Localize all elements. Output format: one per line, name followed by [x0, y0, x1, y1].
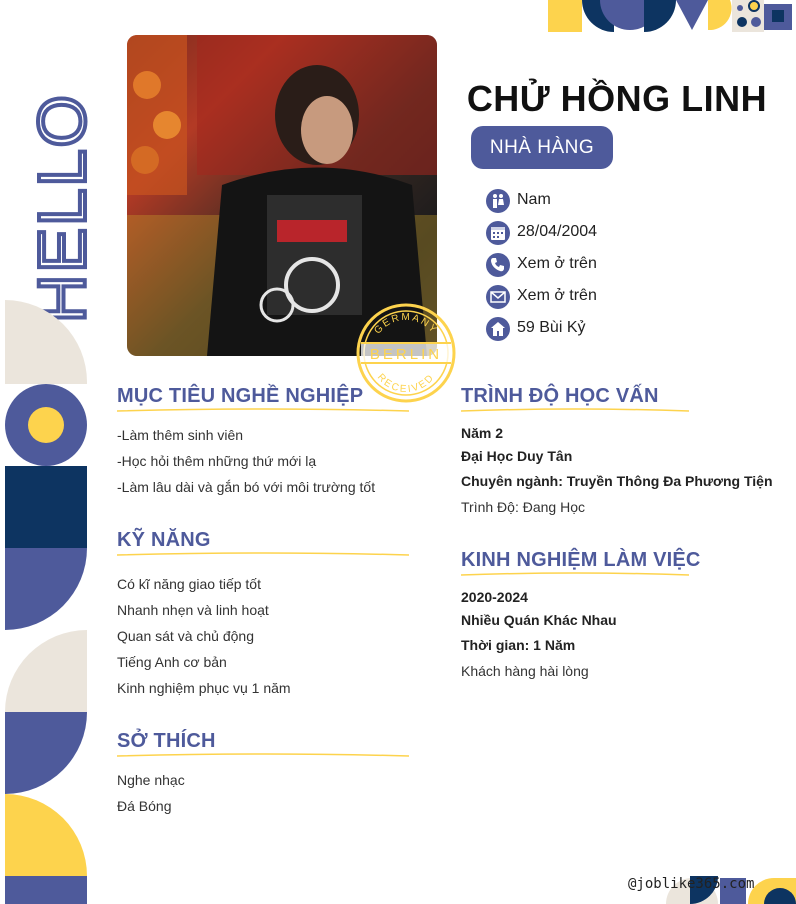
- objective-underline: [117, 407, 409, 413]
- email-text: Xem ở trên: [517, 287, 597, 304]
- calendar-icon: [486, 221, 510, 245]
- experience-desc: Khách hàng hài lòng: [461, 663, 589, 679]
- hobbies-underline: [117, 752, 409, 758]
- svg-text:RECEIVED: [375, 372, 437, 395]
- gender-icon: [486, 189, 510, 213]
- education-major: Chuyên ngành: Truyền Thông Đa Phương Tiện: [461, 473, 773, 489]
- education-heading: TRÌNH ĐỘ HỌC VẤN: [461, 385, 659, 407]
- skill-item: Quan sát và chủ động: [117, 628, 254, 644]
- phone-text: Xem ở trên: [517, 255, 597, 272]
- position-badge: NHÀ HÀNG: [471, 126, 613, 169]
- experience-heading: KINH NGHIỆM LÀM VIỆC: [461, 549, 701, 571]
- stamp-mid-text: BERLIN: [369, 346, 443, 363]
- hobbies-heading: SỞ THÍCH: [117, 730, 216, 752]
- dob-text: 28/04/2004: [517, 223, 598, 240]
- skills-heading: KỸ NĂNG: [117, 529, 211, 551]
- hello-text: HELLO: [25, 93, 100, 323]
- gender-text: Nam: [517, 191, 551, 208]
- top-decoration: [548, 0, 796, 32]
- address-text: 59 Bùi Kỷ: [517, 319, 586, 336]
- experience-period: 2020-2024: [461, 589, 528, 605]
- experience-underline: [461, 571, 689, 577]
- hobby-item: Đá Bóng: [117, 798, 172, 814]
- objective-heading: MỤC TIÊU NGHỀ NGHIỆP: [117, 385, 364, 407]
- experience-company: Nhiều Quán Khác Nhau: [461, 612, 617, 628]
- skill-item: Tiếng Anh cơ bản: [117, 654, 227, 670]
- left-decoration: [5, 300, 87, 904]
- info-dob: [486, 220, 746, 246]
- hello-vertical-text: [8, 58, 113, 323]
- home-icon: [486, 317, 510, 341]
- info-email: [486, 284, 746, 310]
- skill-item: Có kĩ năng giao tiếp tốt: [117, 576, 261, 592]
- skills-underline: [117, 551, 409, 557]
- skill-item: Nhanh nhẹn và linh hoạt: [117, 602, 269, 618]
- education-level: Trình Độ: Đang Học: [461, 499, 585, 515]
- stamp-top-text: GERMANY: [372, 311, 440, 337]
- experience-duration: Thời gian: 1 Năm: [461, 637, 576, 653]
- skill-item: Kinh nghiệm phục vụ 1 năm: [117, 680, 291, 696]
- education-year: Năm 2: [461, 425, 504, 441]
- education-school: Đại Học Duy Tân: [461, 448, 573, 464]
- hobby-item: Nghe nhạc: [117, 772, 185, 788]
- stamp-bottom-text: RECEIVED: [374, 371, 438, 396]
- education-underline: [461, 407, 689, 413]
- objective-item: -Làm lâu dài và gắn bó với môi trường tốt: [117, 479, 376, 495]
- mail-icon: [486, 285, 510, 309]
- candidate-name: CHỬ HỒNG LINH: [466, 78, 768, 119]
- info-phone: [486, 252, 746, 278]
- phone-icon: [486, 253, 510, 277]
- svg-text:GERMANY: [372, 312, 439, 337]
- objective-item: -Học hỏi thêm những thứ mới lạ: [117, 453, 317, 469]
- footer-website: @joblike365.com: [628, 876, 755, 892]
- berlin-stamp: [355, 302, 457, 404]
- objective-item: -Làm thêm sinh viên: [117, 427, 244, 443]
- info-gender: [486, 188, 746, 214]
- info-address: [486, 316, 746, 342]
